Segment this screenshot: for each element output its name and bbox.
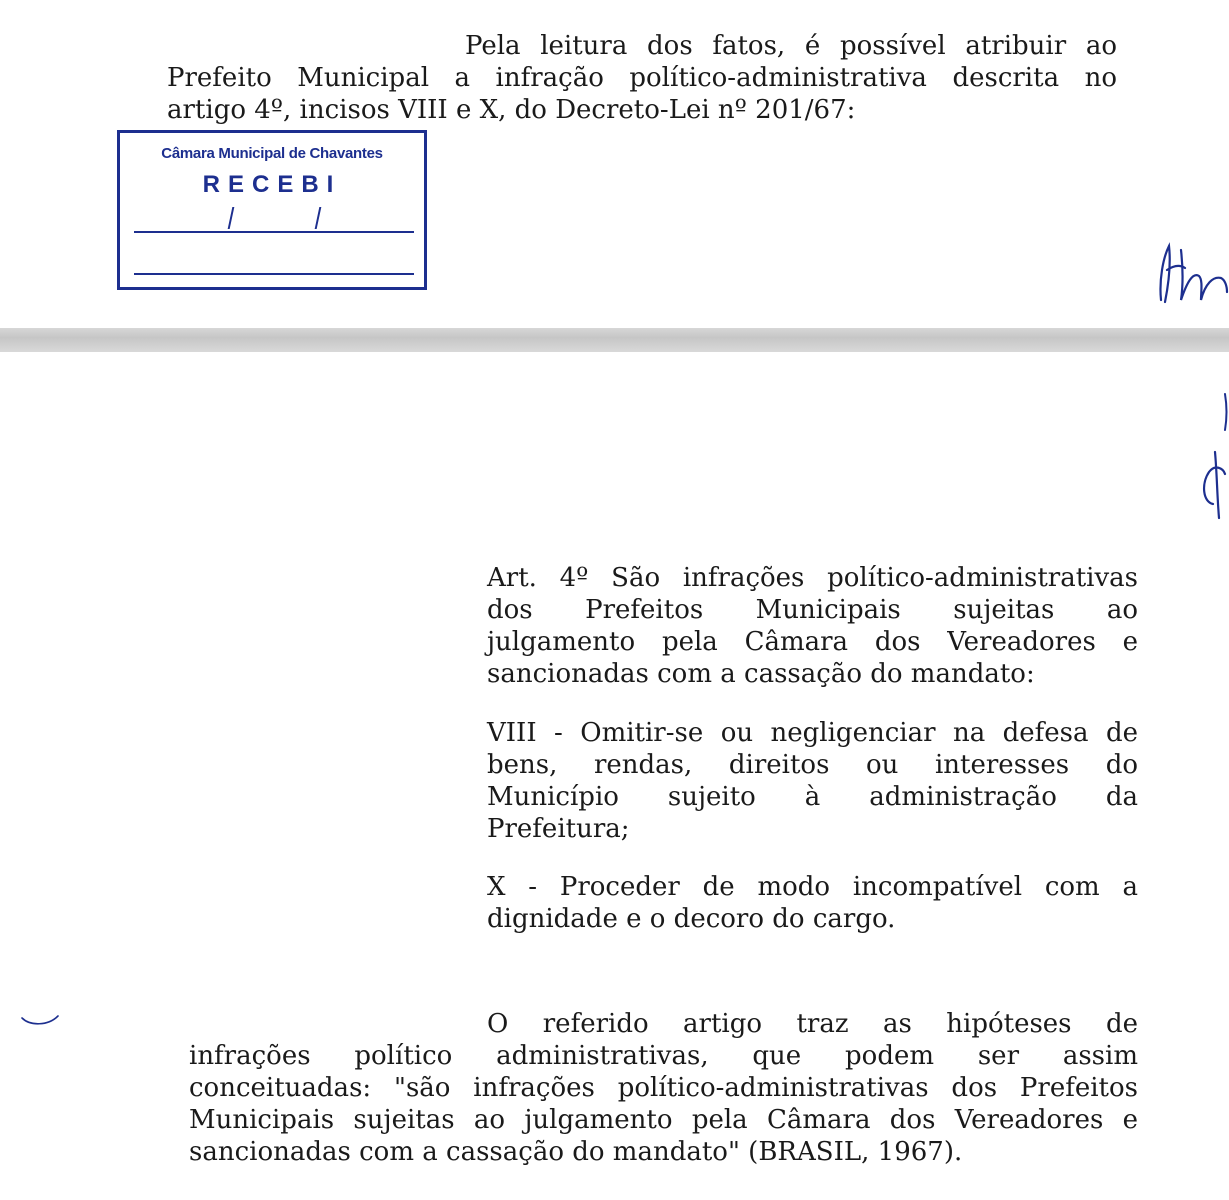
closing-paragraph	[189, 1008, 1138, 1168]
quote-x-line-1: X - Proceder de modo incompatível com a	[487, 872, 1138, 902]
intro-line-3: artigo 4º, incisos VIII e X, do Decreto-Lei nº 201/67:	[167, 95, 856, 125]
closing-line-1: O referido artigo traz as hipóteses de	[487, 1009, 1138, 1039]
document-page-bottom	[0, 352, 1229, 1200]
quote-inciso-x	[487, 871, 1138, 935]
closing-line-5: sancionadas com a cassação do mandato" (BRASIL, 1967).	[189, 1137, 963, 1167]
intro-paragraph	[167, 30, 1117, 126]
quote-viii-line-1: VIII - Omitir-se ou negligenciar na defesa de	[487, 718, 1138, 748]
quote-viii-line-3: Município sujeito à administração da	[487, 782, 1138, 812]
quote-art4-line-3: julgamento pela Câmara dos Vereadores e	[487, 627, 1138, 657]
closing-line-2: infrações político administrativas, que podem ser assim	[189, 1041, 1138, 1071]
document-page-top	[0, 0, 1229, 328]
margin-initials-partial	[1195, 444, 1229, 524]
quote-inciso-viii	[487, 717, 1138, 845]
stamp-received-word: RECEBI	[202, 171, 342, 198]
stamp-date-line	[134, 231, 414, 233]
margin-mark-top	[1215, 392, 1229, 432]
intro-line-2: Prefeito Municipal a infração político-administrativa descrita no	[167, 63, 1117, 93]
closing-line-3: conceituadas: "são infrações político-administrativas dos Prefeitos	[189, 1073, 1138, 1103]
quote-viii-line-4: Prefeitura;	[487, 814, 630, 844]
stamp-signature-line	[134, 273, 414, 275]
stamp-date-slash-left	[228, 207, 235, 229]
closing-line-4: Municipais sujeitas ao julgamento pela Câmara dos Vereadores e	[189, 1105, 1138, 1135]
quote-article-4	[487, 562, 1138, 690]
quote-viii-line-2: bens, rendas, direitos ou interesses do	[487, 750, 1138, 780]
quote-art4-line-4: sancionadas com a cassação do mandato:	[487, 659, 1035, 689]
quote-x-line-2: dignidade e o decoro do cargo.	[487, 904, 896, 934]
quote-art4-line-2: dos Prefeitos Municipais sujeitas ao	[487, 595, 1138, 625]
page-separator	[0, 328, 1229, 352]
margin-initials-signature	[1155, 230, 1229, 310]
stamp-organization: Câmara Municipal de Chavantes	[161, 145, 383, 162]
stamp-date-slash-right	[315, 207, 322, 229]
quote-art4-line-1: Art. 4º São infrações político-administrativas	[487, 563, 1138, 593]
intro-line-1: Pela leitura dos fatos, é possível atribuir ao	[465, 31, 1117, 61]
margin-mark-left	[20, 1012, 60, 1032]
received-stamp	[117, 130, 427, 290]
